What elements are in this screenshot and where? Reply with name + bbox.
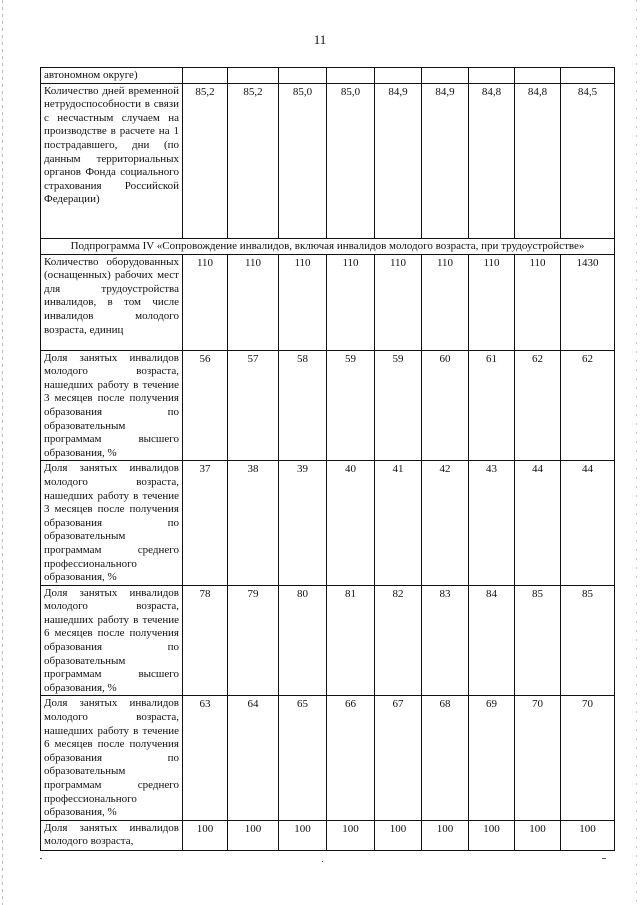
value-cell: 62 bbox=[515, 350, 561, 461]
value-cell: 78 bbox=[183, 585, 228, 696]
value-cell: 63 bbox=[183, 696, 228, 820]
value-cell bbox=[469, 68, 515, 84]
value-cell: 83 bbox=[422, 585, 469, 696]
value-cell: 44 bbox=[515, 461, 561, 585]
value-cell: 100 bbox=[561, 820, 615, 850]
section-title: Подпрограмма IV «Сопровождение инвалидов, включая инвалидов молодого возраста, при трудоустройстве» bbox=[41, 238, 615, 254]
value-cell: 60 bbox=[422, 350, 469, 461]
row-label: автономном округе) bbox=[41, 68, 183, 84]
value-cell: 58 bbox=[279, 350, 327, 461]
value-cell bbox=[228, 68, 279, 84]
value-cell: 70 bbox=[561, 696, 615, 820]
value-cell: 38 bbox=[228, 461, 279, 585]
indicators-table bbox=[40, 67, 615, 851]
row-label: Количество дней временной нетрудоспособности в связи с несчастным случаем на производстве в расчете на 1 пострадавшего, дни (по данным территориальных органов Фонда социального страхования Российской Федерации) bbox=[41, 83, 183, 238]
value-cell: 62 bbox=[561, 350, 615, 461]
value-cell: 42 bbox=[422, 461, 469, 585]
table-row bbox=[41, 820, 615, 850]
value-cell: 110 bbox=[422, 254, 469, 350]
value-cell: 110 bbox=[327, 254, 375, 350]
value-cell: 66 bbox=[327, 696, 375, 820]
value-cell: 59 bbox=[375, 350, 422, 461]
table-row bbox=[41, 696, 615, 820]
row-label: Доля занятых инвалидов молодого возраста, нашедших работу в течение 3 месяцев после получения образования по образовательным программам высшего образования, % bbox=[41, 350, 183, 461]
value-cell bbox=[279, 68, 327, 84]
row-label: Доля занятых инвалидов молодого возраста, нашедших работу в течение 3 месяцев после получения образования по образовательным программам среднего профессионального образования, % bbox=[41, 461, 183, 585]
value-cell: 110 bbox=[279, 254, 327, 350]
value-cell: 82 bbox=[375, 585, 422, 696]
value-cell: 84,8 bbox=[515, 83, 561, 238]
table-row bbox=[41, 83, 615, 238]
table-row bbox=[41, 254, 615, 350]
scan-speck bbox=[602, 858, 606, 859]
scan-speck bbox=[40, 858, 42, 859]
value-cell: 61 bbox=[469, 350, 515, 461]
value-cell: 84,9 bbox=[375, 83, 422, 238]
value-cell: 110 bbox=[469, 254, 515, 350]
value-cell: 100 bbox=[228, 820, 279, 850]
table-row bbox=[41, 585, 615, 696]
page-number: 11 bbox=[313, 32, 327, 47]
value-cell: 44 bbox=[561, 461, 615, 585]
value-cell: 84,8 bbox=[469, 83, 515, 238]
row-label: Доля занятых инвалидов молодого возраста, нашедших работу в течение 6 месяцев после получения образования по образовательным программам среднего профессионального образования, % bbox=[41, 696, 183, 820]
value-cell: 80 bbox=[279, 585, 327, 696]
value-cell: 67 bbox=[375, 696, 422, 820]
value-cell: 100 bbox=[327, 820, 375, 850]
value-cell: 110 bbox=[228, 254, 279, 350]
value-cell: 110 bbox=[183, 254, 228, 350]
scan-speck bbox=[322, 861, 323, 862]
scan-edge-left bbox=[2, 0, 3, 905]
value-cell: 85,2 bbox=[228, 83, 279, 238]
scan-edge-right bbox=[636, 0, 637, 905]
value-cell: 81 bbox=[327, 585, 375, 696]
table-row bbox=[41, 68, 615, 84]
value-cell: 100 bbox=[469, 820, 515, 850]
table-row bbox=[41, 461, 615, 585]
value-cell: 84,5 bbox=[561, 83, 615, 238]
value-cell: 70 bbox=[515, 696, 561, 820]
value-cell: 84,9 bbox=[422, 83, 469, 238]
value-cell: 64 bbox=[228, 696, 279, 820]
value-cell: 100 bbox=[279, 820, 327, 850]
value-cell: 57 bbox=[228, 350, 279, 461]
value-cell: 79 bbox=[228, 585, 279, 696]
value-cell: 100 bbox=[515, 820, 561, 850]
value-cell bbox=[183, 68, 228, 84]
row-label: Доля занятых инвалидов молодого возраста, bbox=[41, 820, 183, 850]
value-cell bbox=[561, 68, 615, 84]
value-cell: 1430 bbox=[561, 254, 615, 350]
value-cell: 85 bbox=[561, 585, 615, 696]
value-cell: 56 bbox=[183, 350, 228, 461]
value-cell: 110 bbox=[515, 254, 561, 350]
row-label: Доля занятых инвалидов молодого возраста, нашедших работу в течение 6 месяцев после получения образования по образовательным программам высшего образования, % bbox=[41, 585, 183, 696]
value-cell: 84 bbox=[469, 585, 515, 696]
value-cell: 100 bbox=[375, 820, 422, 850]
value-cell bbox=[375, 68, 422, 84]
value-cell bbox=[422, 68, 469, 84]
value-cell: 100 bbox=[422, 820, 469, 850]
value-cell: 68 bbox=[422, 696, 469, 820]
value-cell: 85,0 bbox=[327, 83, 375, 238]
value-cell: 100 bbox=[183, 820, 228, 850]
value-cell: 43 bbox=[469, 461, 515, 585]
value-cell: 110 bbox=[375, 254, 422, 350]
value-cell: 85,0 bbox=[279, 83, 327, 238]
value-cell: 40 bbox=[327, 461, 375, 585]
row-label: Количество оборудованных (оснащенных) рабочих мест для трудоустройства инвалидов, в том числе инвалидов молодого возраста, единиц bbox=[41, 254, 183, 350]
value-cell: 41 bbox=[375, 461, 422, 585]
value-cell bbox=[327, 68, 375, 84]
value-cell: 37 bbox=[183, 461, 228, 585]
value-cell: 85 bbox=[515, 585, 561, 696]
value-cell: 85,2 bbox=[183, 83, 228, 238]
section-header-row bbox=[41, 238, 615, 254]
value-cell bbox=[515, 68, 561, 84]
table-row bbox=[41, 350, 615, 461]
value-cell: 59 bbox=[327, 350, 375, 461]
value-cell: 39 bbox=[279, 461, 327, 585]
value-cell: 65 bbox=[279, 696, 327, 820]
value-cell: 69 bbox=[469, 696, 515, 820]
